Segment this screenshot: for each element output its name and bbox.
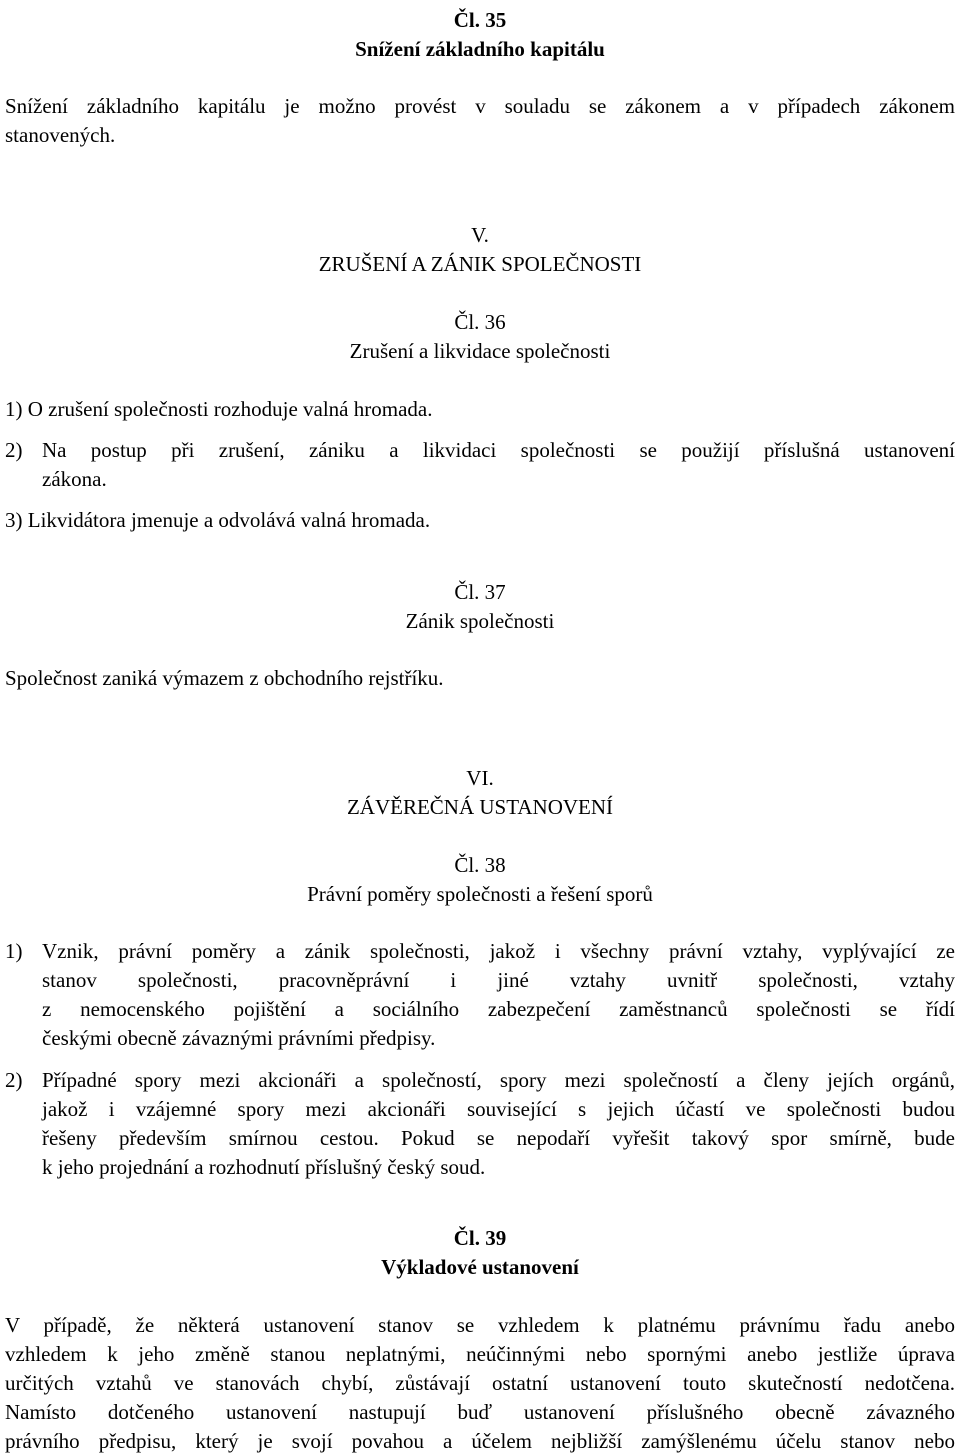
article-38-item-2-number: 2) [5, 1068, 23, 1092]
article-36-number: Čl. 36 [454, 310, 506, 334]
article-38-item-1-number: 1) [5, 939, 23, 963]
article-37-title: Zánik společnosti [405, 609, 555, 633]
article-37-number: Čl. 37 [454, 580, 506, 604]
article-39-line-5: právního předpisu, který je svojí povahou a účelem nejbližší zamýšlenému účelu stanov nebo [5, 1429, 955, 1453]
article-36-title: Zrušení a likvidace společnosti [349, 339, 611, 363]
article-38-item-1-line-4: českými obecně závaznými právními předpisy. [42, 1026, 436, 1050]
article-39-line-2: vzhledem k jeho změně stanou neplatnými, neúčinnými nebo spornými anebo jestliže úprava [5, 1342, 955, 1366]
article-38-item-1-line-1: Vznik, právní poměry a zánik společnosti, jakož i všechny právní vztahy, vyplývající ze [42, 939, 955, 963]
article-38-item-2-line-1: Případné spory mezi akcionáři a společností, spory mezi společností a členy jejích orgánů, [42, 1068, 955, 1092]
article-35-text-line-1: Snížení základního kapitálu je možno provést v souladu se zákonem a v případech zákonem [5, 94, 955, 118]
article-35-text-line-2: stanovených. [5, 123, 116, 147]
article-36-item-2-line-2: zákona. [42, 467, 107, 491]
article-39-line-3: určitých vztahů ve stanovách chybí, zůstávají ostatní ustanovení touto skutečností nedotčena. [5, 1371, 955, 1395]
part-6-title: ZÁVĚREČNÁ USTANOVENÍ [346, 795, 614, 819]
article-38-title: Právní poměry společnosti a řešení sporů [307, 882, 653, 906]
article-38-item-2-line-4: k jeho projednání a rozhodnutí příslušný český soud. [42, 1155, 486, 1179]
article-36-item-1: 1) O zrušení společnosti rozhoduje valná hromada. [5, 397, 433, 421]
article-38-item-1-line-2: stanov společnosti, pracovněprávní i jiné vztahy uvnitř společnosti, vztahy [42, 968, 955, 992]
article-38-item-1-line-3: z nemocenského pojištění a sociálního zabezpečení zaměstnanců společnosti se řídí [42, 997, 955, 1021]
article-39-line-1: V případě, že některá ustanovení stanov se vzhledem k platnému právnímu řadu anebo [5, 1313, 955, 1337]
article-36-item-2-line-1: Na postup při zrušení, zániku a likvidaci společnosti se použijí příslušná ustanovení [42, 438, 955, 462]
article-36-item-2-number: 2) [5, 438, 23, 462]
article-37-text: Společnost zaniká výmazem z obchodního rejstříku. [5, 666, 444, 690]
article-39-title: Výkladové ustanovení [381, 1255, 579, 1279]
part-5-title: ZRUŠENÍ A ZÁNIK SPOLEČNOSTI [318, 252, 642, 276]
part-6-number: VI. [466, 766, 494, 790]
article-38-item-2-line-3: řešeny především smírnou cestou. Pokud se nepodaří vyřešit takový spor smírně, bude [42, 1126, 955, 1150]
article-38-item-2-line-2: jakož i vzájemné spory mezi akcionáři související s jejich účastí ve společnosti budou [42, 1097, 955, 1121]
article-39-line-4: Namísto dotčeného ustanovení nastupují buď ustanovení příslušného obecně závazného [5, 1400, 955, 1424]
article-35-number: Čl. 35 [453, 8, 507, 32]
part-5-number: V. [471, 223, 489, 247]
article-36-item-3: 3) Likvidátora jmenuje a odvolává valná hromada. [5, 508, 431, 532]
article-38-number: Čl. 38 [454, 853, 506, 877]
article-39-number: Čl. 39 [453, 1226, 507, 1250]
article-35-title: Snížení základního kapitálu [355, 37, 605, 61]
